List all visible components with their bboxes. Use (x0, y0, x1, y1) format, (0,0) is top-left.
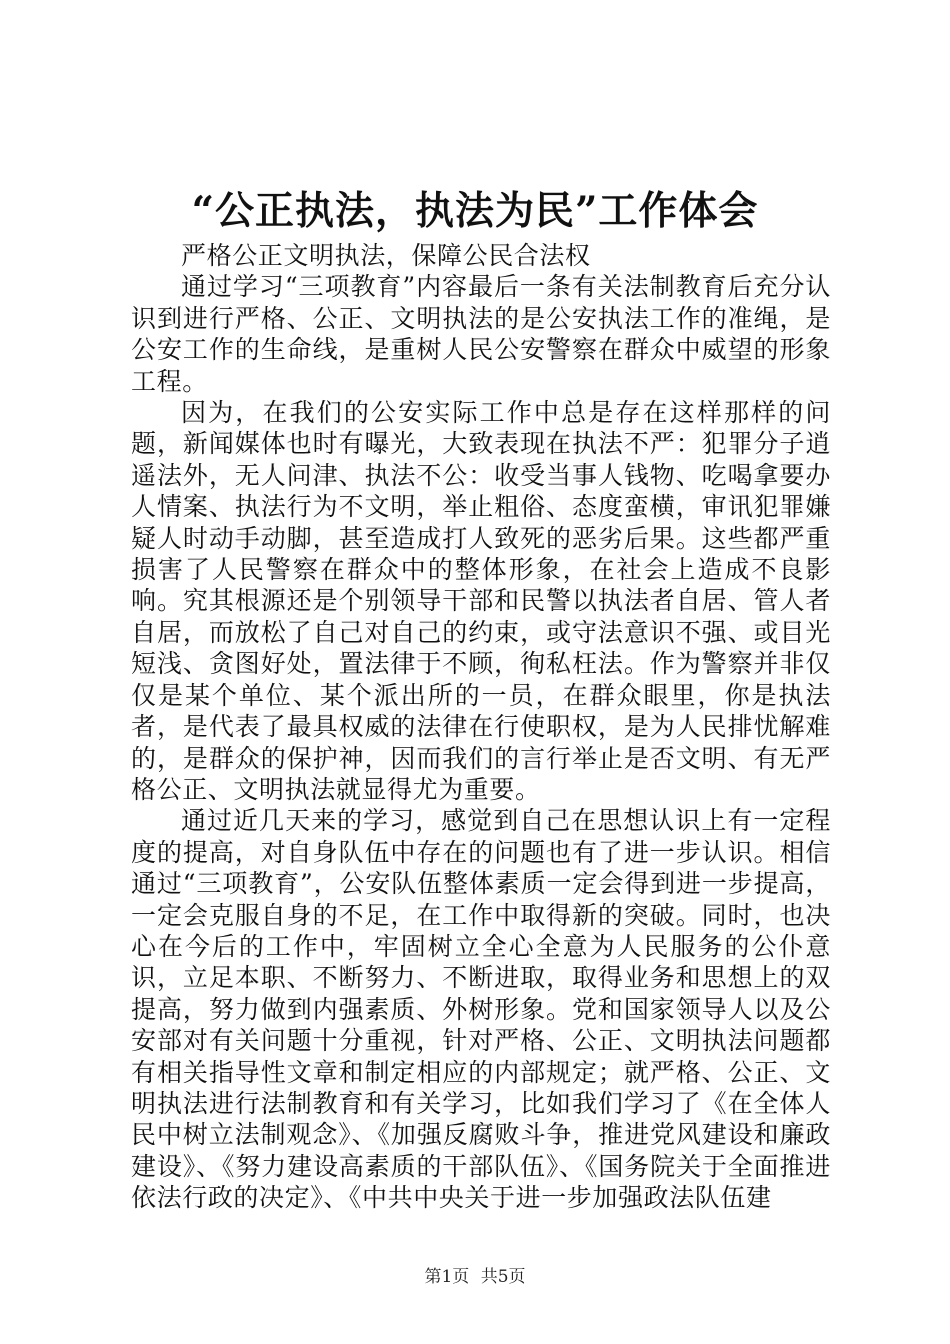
body-paragraph: 严格公正文明执法，保障公民合法权 (181, 241, 591, 270)
page-total: 共5页 (480, 1267, 526, 1287)
page-footer (0, 1265, 950, 1289)
document-body (131, 240, 831, 1214)
page-number: 第1页 (424, 1267, 470, 1287)
body-paragraph: 因为，在我们的公安实际工作中总是存在这样那样的问题，新闻媒体也时有曝光，大致表现在执法不严：犯罪分子逍遥法外，无人问津、执法不公：收受当事人钱物、吃喝拿要办人情案、执法行为不文明，举止粗俗、态度蛮横，审讯犯罪嫌疑人时动手动脚，甚至造成打人致死的恶劣后果。这些都严重损害了人民警察在群众中的整体形象，在社会上造成不良影响。究其根源还是个别领导干部和民警以执法者自居、管人者自居，而放松了自己对自己的约束，或守法意识不强、或目光短浅、贪图好处，置法律于不顾，徇私枉法。作为警察并非仅仅是某个单位、某个派出所的一员，在群众眼里，你是执法者，是代表了最具权威的法律在行使职权，是为人民排忧解难的，是群众的保护神，因而我们的言行举止是否文明、有无严格公正、文明执法就显得尤为重要。 (131, 398, 831, 804)
body-paragraph: 通过近几天来的学习，感觉到自己在思想认识上有一定程度的提高，对自身队伍中存在的问题也有了进一步认识。相信通过“三项教育”，公安队伍整体素质一定会得到进一步提高，一定会克服自身的不足，在工作中取得新的突破。同时，也决心在今后的工作中，牢固树立全心全意为人民服务的公仆意识，立足本职、不断努力、不断进取，取得业务和思想上的双提高，努力做到内强素质、外树形象。党和国家领导人以及公安部对有关问题十分重视，针对严格、公正、文明执法问题都有相关指导性文章和制定相应的内部规定；就严格、公正、文明执法进行法制教育和有关学习，比如我们学习了《在全体人民中树立法制观念》、《加强反腐败斗争，推进党风建设和廉政建设》、《努力建设高素质的干部队伍》、《国务院关于全面推进依法行政的决定》、《中共中央关于进一步加强政法队伍建 (131, 806, 831, 1213)
document-title: “公正执法，执法为民”工作体会 (191, 188, 759, 234)
body-paragraph: 通过学习“三项教育”内容最后一条有关法制教育后充分认识到进行严格、公正、文明执法的是公安执法工作的准绳，是公安工作的生命线，是重树人民公安警察在群众中威望的形象工程。 (131, 272, 831, 396)
